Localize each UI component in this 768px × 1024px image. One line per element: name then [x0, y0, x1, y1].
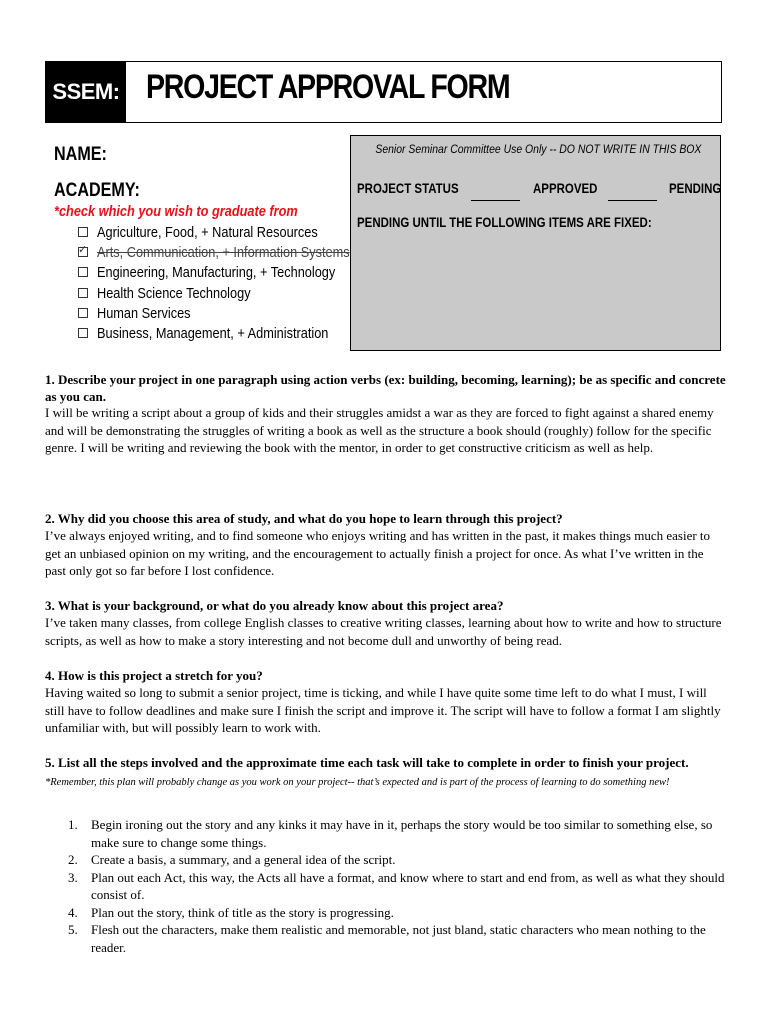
- step-item: [45, 921, 725, 956]
- academy-option-label: Human Services: [97, 304, 191, 322]
- checkbox-icon[interactable]: [78, 288, 88, 298]
- question-5-text: 5. List all the steps involved and the approximate time each task will take to complete in order to finish your project.: [45, 755, 689, 770]
- step-number: 3.: [68, 869, 78, 885]
- answer-2: I’ve always enjoyed writing, and to find someone who enjoys writing and has written in the past, it makes things much easier to get an unbiased opinion on my writing, and the encouragement to actually finish a project for once. As what I’ve written in the past only got so far before I lost confidence.: [45, 528, 711, 578]
- academy-option[interactable]: [78, 262, 377, 282]
- academy-option-label: Agriculture, Food, + Natural Resources: [97, 223, 318, 241]
- question-5: [45, 754, 727, 792]
- question-4: 4. How is this project a stretch for you?: [45, 668, 263, 683]
- approved-label: APPROVED: [533, 180, 598, 196]
- academy-option[interactable]: [78, 323, 369, 343]
- step-text: Create a basis, a summary, and a general idea of the script.: [91, 852, 396, 867]
- steps-list: [45, 816, 725, 956]
- academy-option[interactable]: [78, 303, 207, 323]
- academy-option-label: Business, Management, + Administration: [97, 324, 329, 342]
- step-number: 2.: [68, 852, 78, 867]
- form-header: [45, 61, 722, 123]
- project-status-label: PROJECT STATUS: [357, 180, 459, 196]
- academy-label: ACADEMY:: [54, 180, 140, 201]
- graduate-instruction: *check which you wish to graduate from: [54, 203, 298, 220]
- answer-1: I will be writing a script about a group of kids and their struggles amidst a war as they are forced to fight against a shared enemy and will be demonstrating the struggles of writing a book as well as the structure a book should (roughly) follow for the specific genre. I will be writing and reviewing the book with the mentor, in order to get constructive criticism as well as help.: [45, 405, 714, 455]
- status-blank-line: [471, 200, 520, 201]
- answer-4: Having waited so long to submit a senior project, time is ticking, and while I have quite some time left to do what I must, I will still have to follow deadlines and make sure I finish the script and improve it. The script will have to follow a format I am slightly unfamiliar with, but will possibly learn to work with.: [45, 685, 721, 735]
- academy-option-label: Health Science Technology: [97, 284, 251, 302]
- question-1: 1. Describe your project in one paragraph using action verbs (ex: building, becoming, learning); be as specific and concrete as you can.: [45, 372, 726, 404]
- checkbox-icon[interactable]: [78, 308, 88, 318]
- step-text: Plan out the story, think of title as the story is progressing.: [91, 904, 394, 920]
- step-number: 4.: [68, 904, 78, 920]
- academy-option[interactable]: [78, 222, 357, 242]
- checkbox-icon[interactable]: [78, 328, 88, 338]
- step-item: [45, 869, 725, 904]
- question-3: 3. What is your background, or what do you already know about this project area?: [45, 598, 504, 613]
- form-title: PROJECT APPROVAL FORM: [146, 68, 510, 106]
- checked-checkbox-icon[interactable]: [78, 247, 88, 257]
- committee-box: [350, 135, 721, 351]
- question-5-note: *Remember, this plan will probably change as you work on your project-- that’s expected and is part of the process of learning to do something new!: [45, 777, 670, 788]
- committee-note: Senior Seminar Committee Use Only -- DO NOT WRITE IN THIS BOX: [375, 142, 702, 156]
- pending-items-label: PENDING UNTIL THE FOLLOWING ITEMS ARE FIXED:: [357, 214, 652, 230]
- ssem-badge-text: SSEM:: [52, 79, 120, 104]
- step-item: [45, 851, 725, 869]
- academy-option-label: Arts, Communication, + Information Systems: [97, 243, 350, 261]
- approved-blank-line: [608, 200, 657, 201]
- academy-option[interactable]: [78, 283, 278, 303]
- step-number: 5.: [68, 922, 78, 937]
- name-label: NAME:: [54, 144, 107, 165]
- question-2: 2. Why did you choose this area of study, and what do you hope to learn through this project?: [45, 511, 563, 526]
- step-item: [45, 816, 725, 851]
- pending-label: PENDING: [669, 180, 722, 196]
- step-number: 1.: [68, 817, 78, 832]
- checkbox-icon[interactable]: [78, 267, 88, 277]
- answer-3: I’ve taken many classes, from college English classes to creative writing classes, learning about how to write and how to structure scripts, as well as how to make a story interesting and not become dull and unworthy of being read.: [45, 615, 722, 648]
- step-text: Flesh out the characters, make them realistic and memorable, not just bland, static characters who mean nothing to the reader.: [91, 922, 706, 955]
- academy-option-label: Engineering, Manufacturing, + Technology: [97, 263, 336, 281]
- ssem-badge: [46, 62, 126, 122]
- step-text: Begin ironing out the story and any kinks it may have in it, perhaps the story would be too similar to something else, so make sure to change some things.: [91, 817, 713, 850]
- step-text: Plan out each Act, this way, the Acts all have a format, and know where to start and end from, as well as what they should consist of.: [91, 869, 725, 902]
- checkbox-icon[interactable]: [78, 227, 88, 237]
- step-item: [45, 904, 725, 922]
- academy-option[interactable]: [78, 242, 394, 262]
